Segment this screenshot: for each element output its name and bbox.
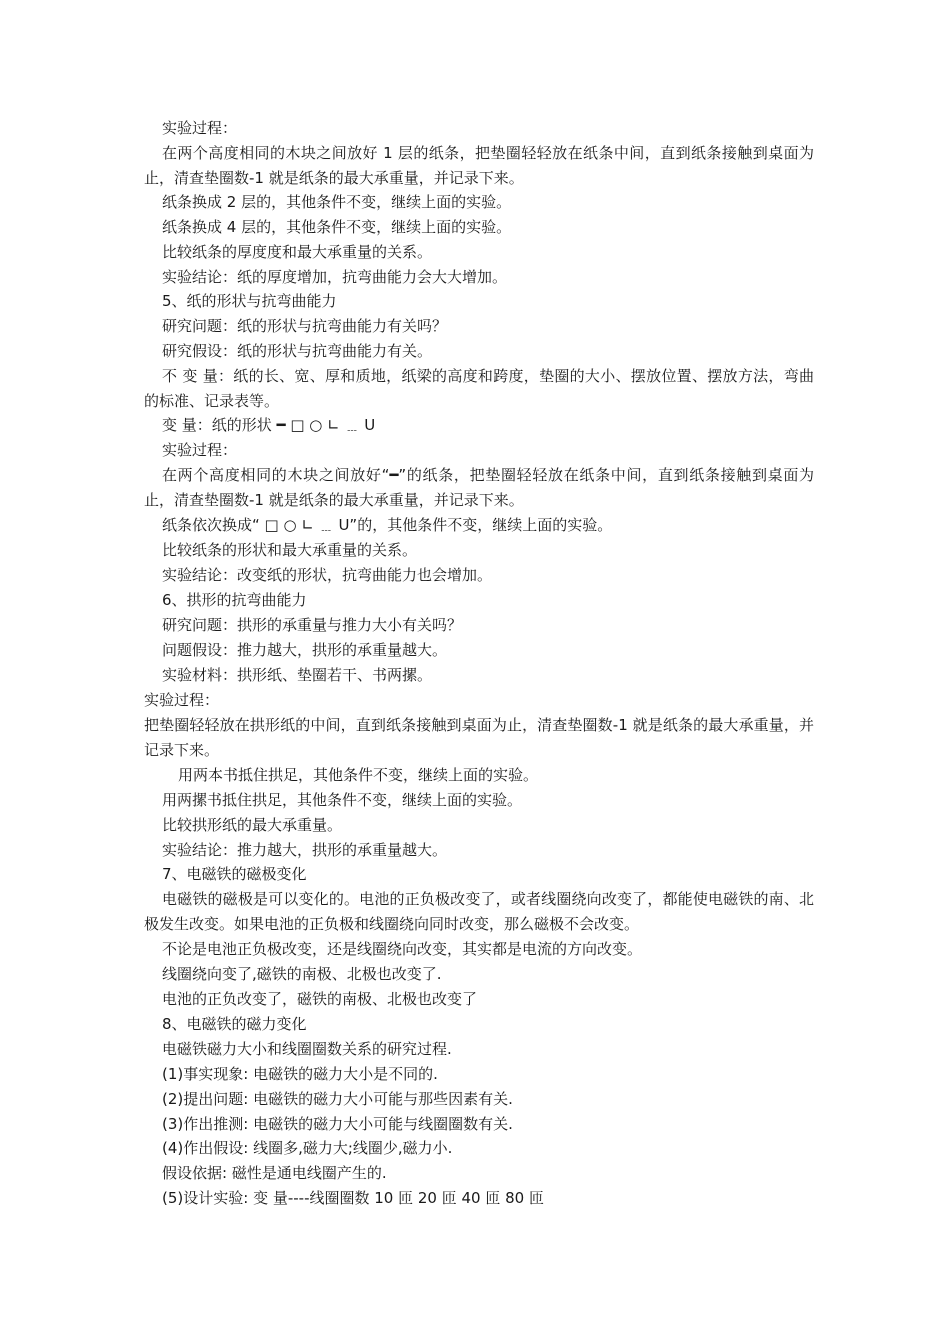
- list-item-1: (1)事实现象: 电磁铁的磁力大小是不同的.: [162, 1065, 438, 1083]
- paragraph-arch-process-2: 用两本书抵住拱足，其他条件不变，继续上面的实验。: [178, 766, 539, 784]
- paragraph-coil-direction: 线圈绕向变了,磁铁的南极、北极也改变了.: [162, 965, 442, 983]
- paragraph-conclusion: 实验结论：纸的厚度增加，抗弯曲能力会大大增加。: [162, 268, 508, 286]
- paragraph-process-step-1: 在两个高度相同的木块之间放好 1 层的纸条，把垫圈轻轻放在纸条中间，直到纸条接触到桌面为止，清查垫圈数-1 就是纸条的最大承重量，并记录下来。: [144, 144, 814, 187]
- paragraph-process-heading: 实验过程：: [162, 119, 238, 137]
- paragraph-hypothesis: 研究假设：纸的形状与抗弯曲能力有关。: [162, 342, 433, 360]
- paragraph-process-step-3: 纸条换成 4 层的，其他条件不变，继续上面的实验。: [162, 218, 512, 236]
- paragraph-arch-process-3: 用两摞书抵住拱足，其他条件不变，继续上面的实验。: [162, 791, 523, 809]
- section-heading-8: 8、电磁铁的磁力变化: [162, 1015, 307, 1033]
- paragraph-process-heading-2: 实验过程：: [162, 441, 238, 459]
- section-heading-5: 5、纸的形状与抗弯曲能力: [162, 292, 337, 310]
- paragraph-arch-conclusion: 实验结论：推力越大，拱形的承重量越大。: [162, 841, 448, 859]
- paragraph-arch-process-heading: 实验过程：: [144, 691, 220, 709]
- paragraph-battery-polarity: 电池的正负改变了，磁铁的南极、北极也改变了: [162, 990, 478, 1008]
- paragraph-magnet-pole-change: 电磁铁的磁极是可以变化的。电池的正负极改变了，或者线圈绕向改变了，都能使电磁铁的南、北极发生改变。如果电池的正负极和线圈绕向同时改变，那么磁极不会改变。: [144, 890, 814, 933]
- paragraph-process-shape-2: 纸条依次换成“ □ ○ ∟ ﹍ U”的，其他条件不变，继续上面的实验。: [162, 516, 613, 534]
- paragraph-process-step-2: 纸条换成 2 层的，其他条件不变，继续上面的实验。: [162, 193, 512, 211]
- list-item-3: (3)作出推测: 电磁铁的磁力大小可能与线圈圈数有关.: [162, 1115, 513, 1133]
- section-heading-7: 7、电磁铁的磁极变化: [162, 865, 307, 883]
- paragraph-hypothesis-basis: 假设依据: 磁性是通电线圈产生的.: [162, 1164, 387, 1182]
- paragraph-compare: 比较纸条的厚度度和最大承重量的关系。: [162, 243, 433, 261]
- paragraph-arch-materials: 实验材料：拱形纸、垫圈若干、书两摞。: [162, 666, 433, 684]
- paragraph-arch-process-1: 把垫圈轻轻放在拱形纸的中间，直到纸条接触到桌面为止，清查垫圈数-1 就是纸条的最大承重量，并记录下来。: [144, 716, 814, 759]
- paragraph-controlled-variables: 不 变 量：纸的长、宽、厚和质地，纸梁的高度和跨度，垫圈的大小、摆放位置、摆放方法，弯曲的标准、记录表等。: [144, 367, 814, 410]
- paragraph-process-shape-1: 在两个高度相同的木块之间放好“━”的纸条，把垫圈轻轻放在纸条中间，直到纸条接触到桌面为止，清查垫圈数-1 就是纸条的最大承重量，并记录下来。: [144, 466, 814, 509]
- section-heading-6: 6、拱形的抗弯曲能力: [162, 591, 307, 609]
- paragraph-arch-hypothesis: 问题假设：推力越大，拱形的承重量越大。: [162, 641, 448, 659]
- paragraph-current-direction: 不论是电池正负极改变，还是线圈绕向改变，其实都是电流的方向改变。: [162, 940, 643, 958]
- list-item-2: (2)提出问题: 电磁铁的磁力大小可能与那些因素有关.: [162, 1090, 513, 1108]
- paragraph-compare-shape: 比较纸条的形状和最大承重量的关系。: [162, 541, 418, 559]
- paragraph-arch-compare: 比较拱形纸的最大承重量。: [162, 816, 343, 834]
- list-item-4: (4)作出假设: 线圈多,磁力大;线圈少,磁力小.: [162, 1139, 453, 1157]
- paragraph-arch-question: 研究问题：拱形的承重量与推力大小有关吗？: [162, 616, 463, 634]
- paragraph-magnet-strength-intro: 电磁铁磁力大小和线圈圈数关系的研究过程.: [162, 1040, 452, 1058]
- paragraph-conclusion-shape: 实验结论：改变纸的形状，抗弯曲能力也会增加。: [162, 566, 493, 584]
- paragraph-research-question: 研究问题：纸的形状与抗弯曲能力有关吗？: [162, 317, 448, 335]
- list-item-5: (5)设计实验: 变 量----线圈圈数 10 匝 20 匝 40 匝 80 匝: [162, 1189, 544, 1207]
- paragraph-variable: 变 量：纸的形状 ━ □ ○ ∟ ﹍ U: [162, 416, 376, 434]
